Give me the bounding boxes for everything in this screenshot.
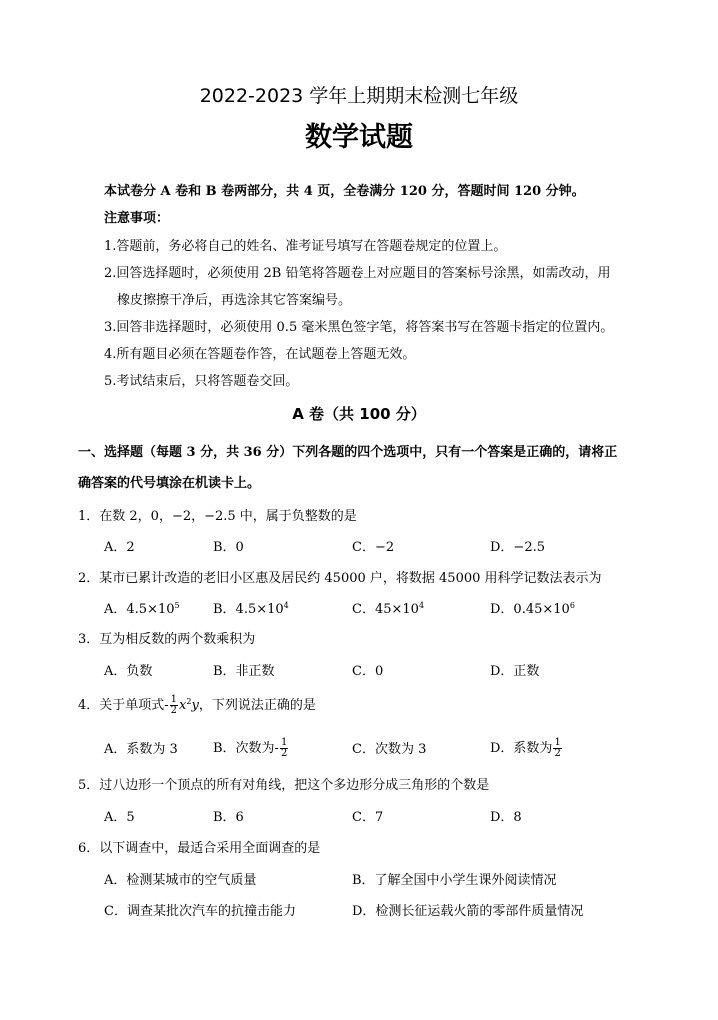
fraction-denominator: 2 bbox=[554, 748, 561, 759]
intro-text: 本试卷分 A 卷和 B 卷两部分，共 4 页，全卷满分 120 分，答题时间 120 分钟。 bbox=[104, 184, 585, 199]
notice-item: 2.回答选择题时，必须使用 2B 铅笔将答题卷上对应题目的答案标号涂黑，如需改动，用 bbox=[104, 266, 611, 281]
option-a-text: A．4.5×10 bbox=[104, 602, 175, 617]
notice-item: 3.回答非选择题时，必须使用 0.5 毫米黑色签字笔，将答案书写在答题卡指定的位置内。 bbox=[104, 320, 614, 335]
fraction-denominator: 2 bbox=[280, 748, 288, 759]
option-c: C．7 bbox=[352, 810, 384, 825]
option-a: A．5 bbox=[104, 810, 135, 825]
stem-text-before: 4．关于单项式- bbox=[78, 698, 169, 713]
option-d bbox=[490, 602, 575, 618]
question-stem bbox=[78, 694, 316, 718]
option-c-exponent: 4 bbox=[418, 601, 425, 610]
option-c: C．0 bbox=[352, 664, 384, 679]
option-a-exponent: 5 bbox=[174, 601, 180, 610]
stem-text-after: ，下列说法正确的是 bbox=[198, 698, 316, 713]
option-b-exponent: 4 bbox=[283, 601, 289, 610]
stem-fraction bbox=[170, 695, 178, 716]
option-b: B．0 bbox=[213, 540, 244, 555]
option-c: C．调查某批次汽车的抗撞击能力 bbox=[104, 904, 296, 919]
part1-instruction-line2: 确答案的代号填涂在机读卡上。 bbox=[78, 476, 261, 491]
notice-item: 1.答题前，务必将自己的姓名、准考证号填写在答题卷规定的位置上。 bbox=[104, 239, 507, 254]
fraction-denominator: 2 bbox=[170, 705, 178, 716]
question-stem: 3．互为相反数的两个数乘积为 bbox=[78, 632, 256, 647]
question-stem: 5．过八边形一个顶点的所有对角线，把这个多边形分成三角形的个数是 bbox=[78, 778, 490, 793]
notice-item: 4.所有题目必须在答题卷作答，在试题卷上答题无效。 bbox=[104, 347, 416, 362]
option-d bbox=[490, 736, 563, 762]
question-stem: 6．以下调查中，最适合采用全面调查的是 bbox=[78, 841, 321, 856]
option-d-fraction bbox=[553, 738, 561, 759]
option-a: A．系数为 3 bbox=[104, 742, 178, 757]
option-d-text: D．0.45×10 bbox=[490, 602, 570, 617]
variable-x: x bbox=[179, 698, 187, 713]
option-a: A．负数 bbox=[104, 664, 153, 679]
option-c bbox=[352, 602, 424, 618]
option-b bbox=[213, 602, 289, 618]
section-a-title: A 卷（共 100 分） bbox=[292, 405, 426, 423]
variable-y: y bbox=[191, 698, 199, 713]
option-d-exponent: 6 bbox=[569, 601, 575, 610]
variable-exponent: 2 bbox=[186, 697, 192, 706]
part1-instruction-line1: 一、选择题（每题 3 分，共 36 分）下列各题的四个选项中，只有一个答案是正确的，请将正 bbox=[78, 445, 618, 460]
option-b: B．了解全国中小学生课外阅读情况 bbox=[352, 873, 557, 888]
option-d-text: D．系数为 bbox=[490, 741, 553, 756]
fraction-numerator: 1 bbox=[280, 737, 288, 748]
fraction-numerator: 1 bbox=[554, 737, 561, 748]
option-b: B．6 bbox=[213, 810, 244, 825]
notice-heading: 注意事项： bbox=[104, 211, 170, 226]
option-d: D．8 bbox=[490, 810, 522, 825]
option-c: C．次数为 3 bbox=[352, 742, 427, 757]
option-c-text: C．45×10 bbox=[352, 602, 419, 617]
option-b bbox=[213, 736, 289, 762]
notice-item: 橡皮擦擦干净后，再选涂其它答案编号。 bbox=[117, 293, 352, 308]
option-b-fraction bbox=[280, 738, 288, 759]
option-d: D．检测长征运载火箭的零部件质量情况 bbox=[352, 904, 584, 919]
question-stem: 2．某市已累计改造的老旧小区惠及居民约 45000 户，将数据 45000 用科学记数法表示为 bbox=[78, 571, 602, 586]
notice-item: 5.考试结束后，只将答题卷交回。 bbox=[104, 374, 299, 389]
question-stem: 1．在数 2，0，−2，−2.5 中，属于负整数的是 bbox=[78, 509, 357, 524]
option-a: A．2 bbox=[104, 540, 135, 555]
option-d: D．正数 bbox=[490, 664, 540, 679]
option-b: B．非正数 bbox=[213, 664, 275, 679]
exam-title-line1: 2022-2023 学年上期期末检测七年级 bbox=[199, 85, 519, 107]
option-a bbox=[104, 602, 180, 618]
option-b-text: B．4.5×10 bbox=[213, 602, 284, 617]
fraction-numerator: 1 bbox=[170, 694, 178, 705]
option-c: C．−2 bbox=[352, 540, 395, 555]
option-a: A．检测某城市的空气质量 bbox=[104, 873, 257, 888]
exam-title-subject: 数学试题 bbox=[305, 122, 413, 153]
option-b-text: B．次数为- bbox=[213, 741, 279, 756]
option-d: D．−2.5 bbox=[490, 540, 545, 555]
